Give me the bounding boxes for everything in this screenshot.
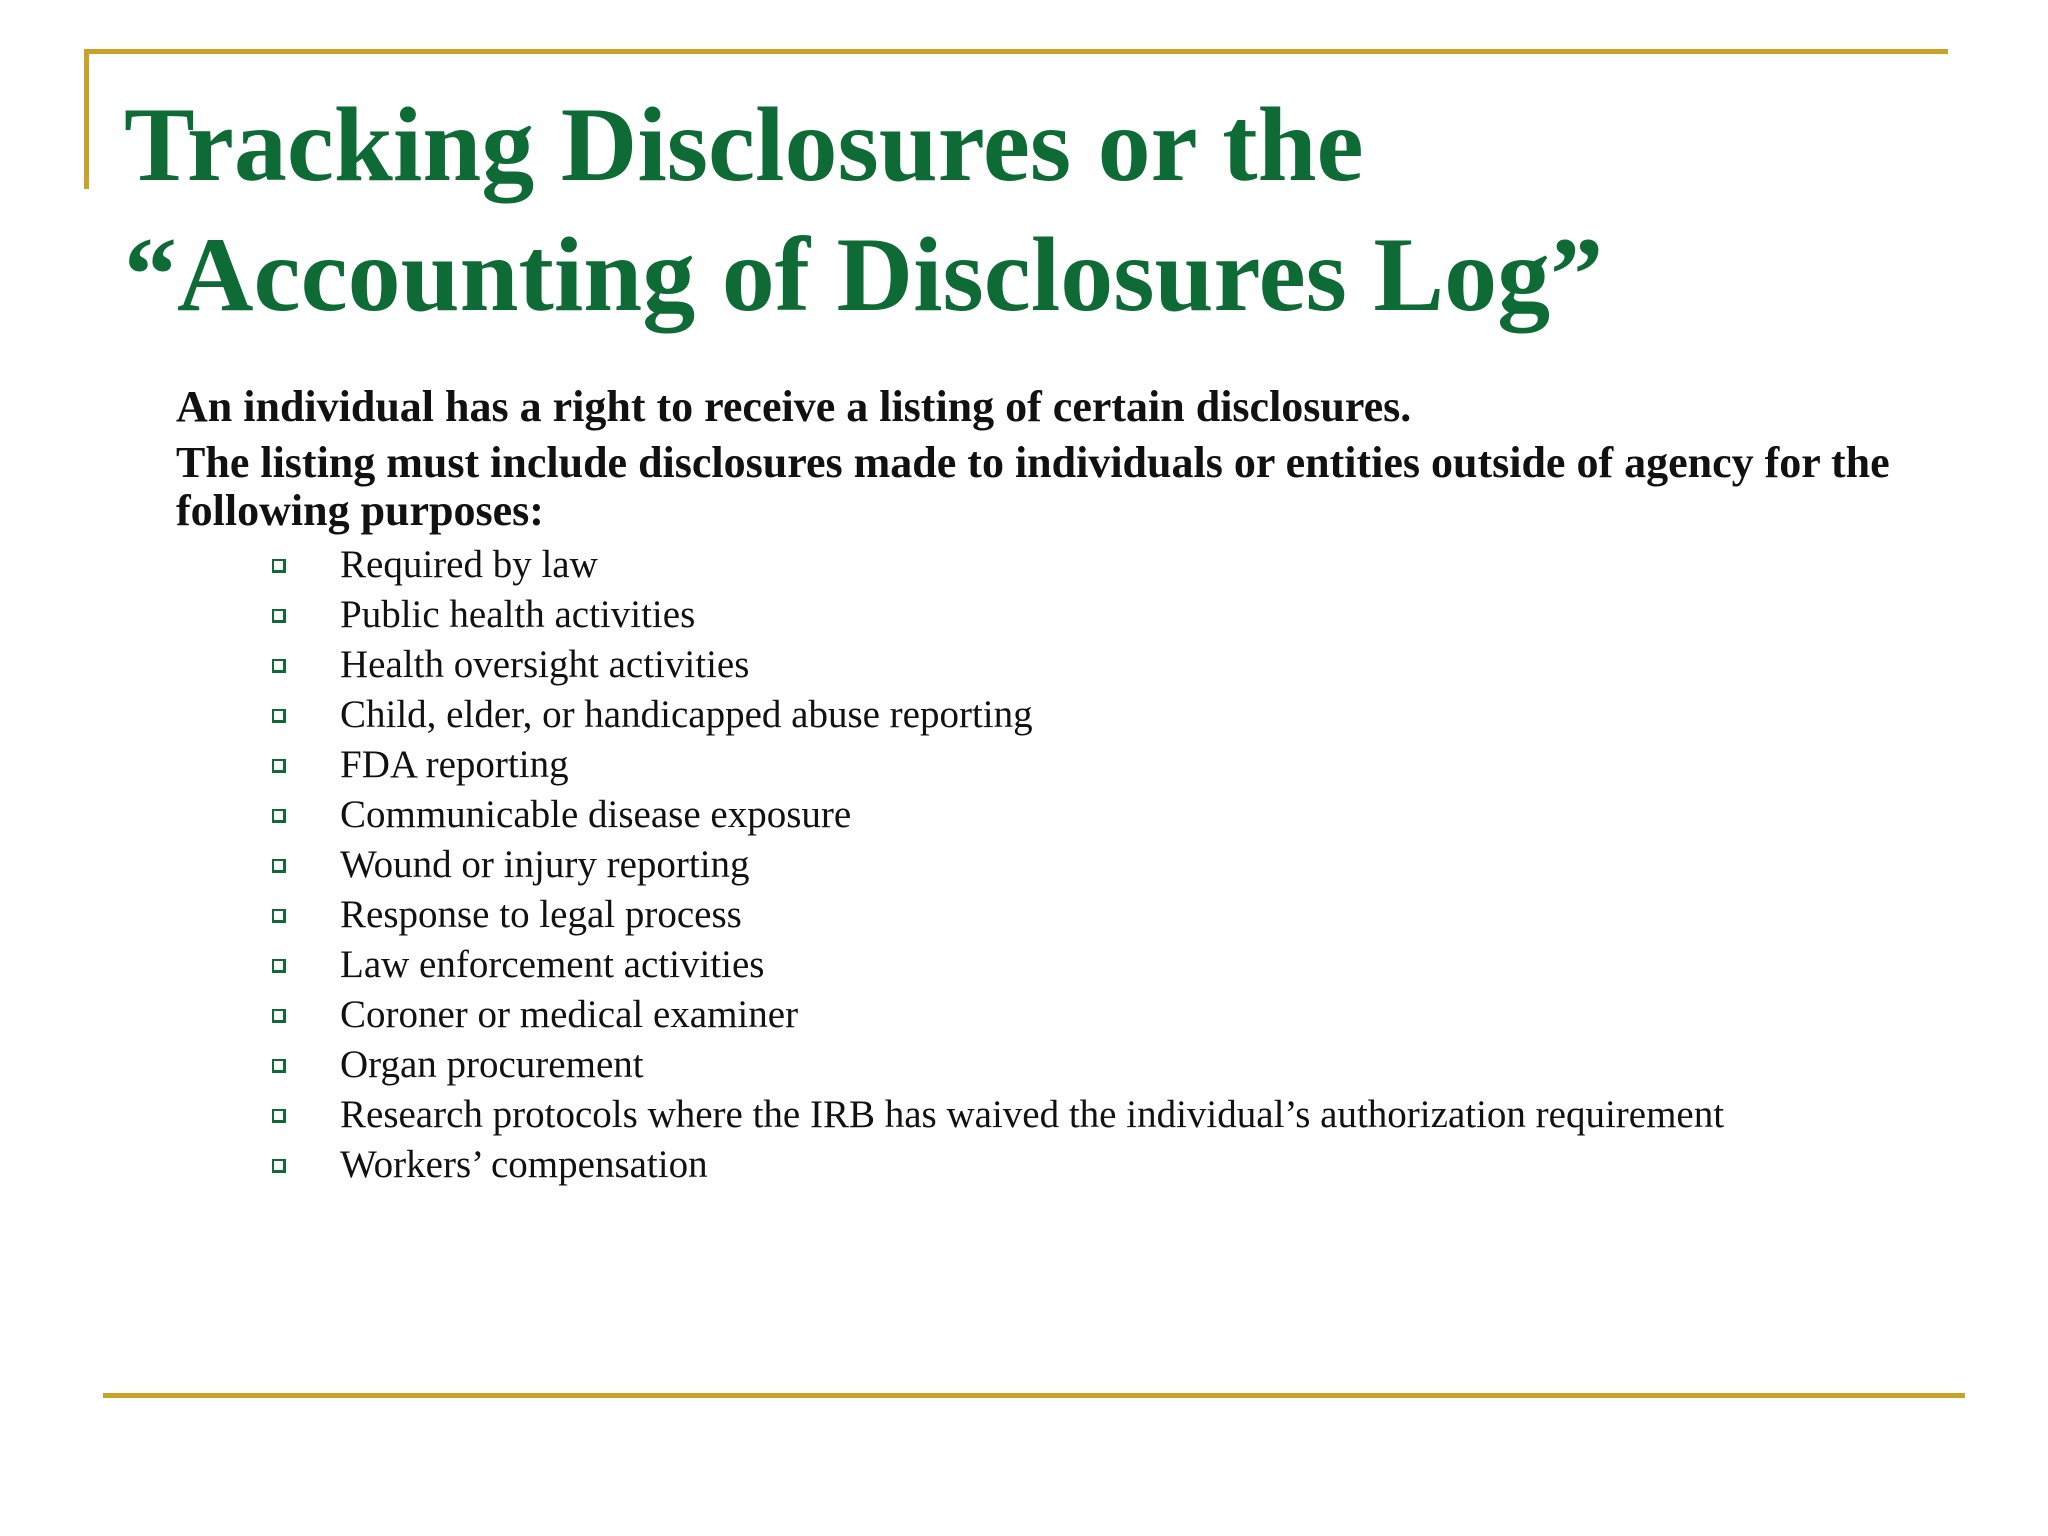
list-item-text: Wound or injury reporting [340, 843, 750, 886]
bottom-accent-rule [103, 1393, 1965, 1398]
intro-paragraph-2: The listing must include disclosures made to individuals or entities outside of agency for the following purposes: [176, 438, 1890, 535]
square-bullet-icon [272, 1109, 286, 1123]
title-line-2: “Accounting of Disclosures Log” [124, 216, 1604, 333]
square-bullet-icon [272, 559, 286, 573]
list-item-text: Coroner or medical examiner [340, 993, 799, 1036]
square-bullet-icon [272, 709, 286, 723]
list-item-text: Organ procurement [340, 1043, 644, 1086]
list-item-text: Required by law [340, 543, 598, 586]
square-bullet-icon [272, 859, 286, 873]
list-item-text: Communicable disease exposure [340, 793, 852, 836]
list-item-text: Response to legal process [340, 893, 742, 936]
square-bullet-icon [272, 1059, 286, 1073]
square-bullet-icon [272, 809, 286, 823]
square-bullet-icon [272, 659, 286, 673]
square-bullet-icon [272, 909, 286, 923]
square-bullet-icon [272, 959, 286, 973]
list-item-text: Workers’ compensation [340, 1143, 708, 1186]
square-bullet-icon [272, 609, 286, 623]
intro-paragraph-1: An individual has a right to receive a listing of certain disclosures. [176, 382, 1412, 431]
list-item-text: Law enforcement activities [340, 943, 765, 986]
square-bullet-icon [272, 1159, 286, 1173]
list-item-text: Public health activities [340, 593, 696, 636]
list-item-text: Research protocols where the IRB has waived the individual’s authorization requirement [340, 1093, 1725, 1136]
list-item-text: Health oversight activities [340, 643, 750, 686]
left-accent-rule [84, 49, 89, 189]
intro-text [176, 383, 1896, 543]
title-line-1: Tracking Disclosures or the [124, 86, 1364, 203]
square-bullet-icon [272, 1009, 286, 1023]
top-accent-rule [84, 49, 1948, 54]
square-bullet-icon [272, 759, 286, 773]
list-item-text: Child, elder, or handicapped abuse reporting [340, 693, 1033, 736]
list-item-text: FDA reporting [340, 743, 569, 786]
slide-title [124, 80, 1824, 340]
